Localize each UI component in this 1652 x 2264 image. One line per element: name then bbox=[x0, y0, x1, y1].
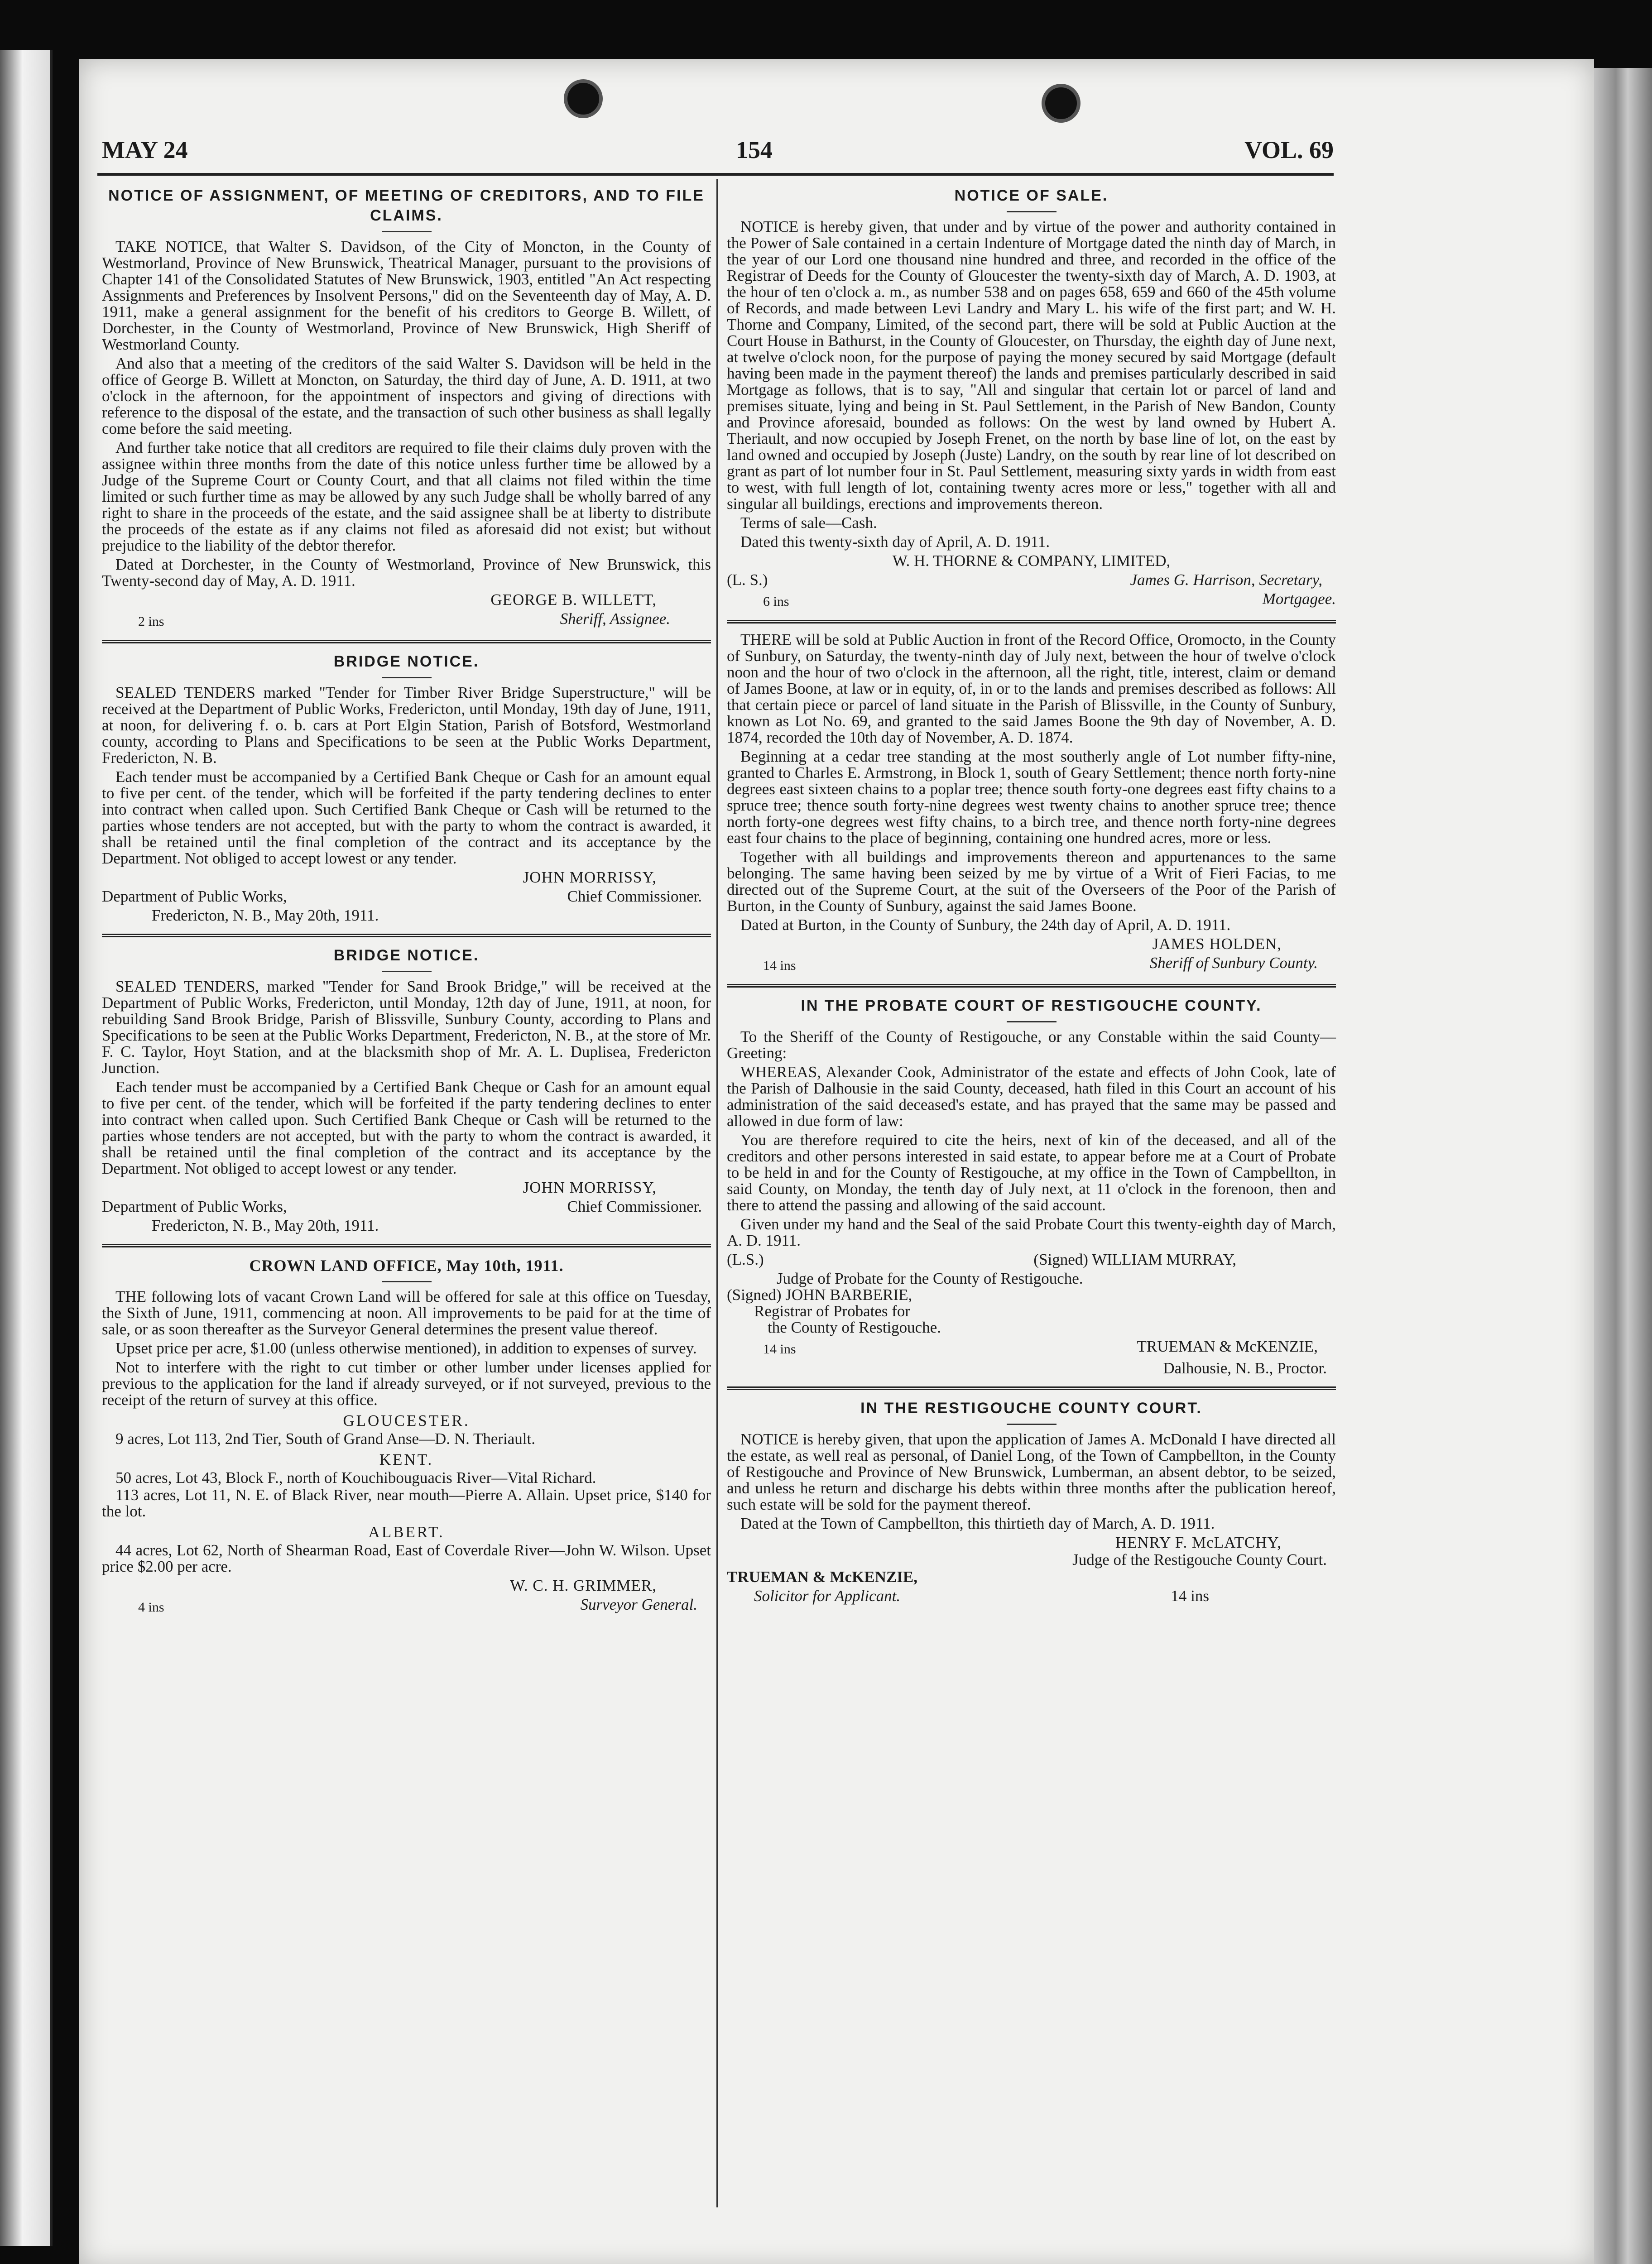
page-stack-edge bbox=[1592, 68, 1652, 2264]
signer-row bbox=[102, 888, 711, 905]
notice-paragraph: THE following lots of vacant Crown Land will be offered for sale at this office on Tuesday, the Sixth of June, 1911, commencing at noon. All improvements to be paid for at the time of sale, or as soon thereafter as the Surveyor General determines the present value thereof. bbox=[102, 1288, 711, 1338]
divider bbox=[382, 1281, 432, 1282]
header-rule bbox=[97, 173, 1334, 176]
signer-name: HENRY F. McLATCHY, bbox=[1115, 1534, 1282, 1551]
notice-title: IN THE PROBATE COURT OF RESTIGOUCHE COUNTY. bbox=[801, 997, 1262, 1014]
registrar-county: the County of Restigouche. bbox=[768, 1319, 941, 1336]
lot-entry: 44 acres, Lot 62, North of Shearman Road, East of Coverdale River—John W. Wilson. Upset price $2.00 per acre. bbox=[102, 1541, 711, 1575]
notice-paragraph: And further take notice that all creditors are required to file their claims duly proven with the assignee within three months from the date of this notice unless further time be allowed by a Judge of the Supreme Court or County Court, and that all claims not filed within the time limited or such further time as may be allowed by any such Judge shall be wholly barred of any right to share in the proceeds of the estate, and the said assignee shall be at liberty to distribute the proceeds of the estate as if any claims not filed as aforesaid did not exist; but without prejudice to the liability of the debtor therefor. bbox=[102, 439, 711, 554]
notice-paragraph: Not to interfere with the right to cut timber or other lumber under licenses applied for previous to the application for the land if already surveyed, or if not surveyed, previous to the receipt of the return of survey at this office. bbox=[102, 1358, 711, 1409]
divider bbox=[1007, 211, 1057, 212]
insertion-count: 6 ins bbox=[763, 594, 789, 609]
insertion-count: 2 ins bbox=[138, 614, 164, 629]
solicitor-title: Solicitor for Applicant. bbox=[754, 1587, 901, 1605]
company-name: W. H. THORNE & COMPANY, LIMITED, bbox=[892, 552, 1171, 570]
crown-land-notice bbox=[102, 1256, 711, 1616]
solicitor-firm: TRUEMAN & McKENZIE, bbox=[727, 1568, 917, 1586]
divider bbox=[382, 971, 432, 972]
insertion-count: 14 ins bbox=[763, 1342, 796, 1357]
signer-row bbox=[102, 611, 711, 630]
place-date: Fredericton, N. B., May 20th, 1911. bbox=[152, 907, 379, 924]
judge-title: Judge of the Restigouche County Court. bbox=[1072, 1551, 1327, 1568]
insertion-count: 4 ins bbox=[138, 1600, 164, 1615]
left-column bbox=[102, 181, 711, 1620]
signer-row bbox=[727, 572, 1336, 588]
notice-paragraph: Together with all buildings and improvements thereon and appurtenances to the same belonging. The same having been seized by me by virtue of a Writ of Fieri Facias, to me directed out of the Supreme Court, at the suit of the Overseers of the Poor of the Parish of Burton, in the County of Sunbury, against the said James Boone. bbox=[727, 848, 1336, 915]
seal-mark: (L.S.) bbox=[727, 1251, 764, 1268]
signer-name: JOHN MORRISSY, bbox=[523, 1179, 657, 1196]
running-head bbox=[102, 136, 1334, 168]
signer-title: Sheriff, Assignee. bbox=[560, 610, 670, 628]
lot-entry: 113 acres, Lot 11, N. E. of Black River, near mouth—Pierre A. Allain. Upset price, $140 for the lot. bbox=[102, 1486, 711, 1520]
signer-row bbox=[727, 591, 1336, 610]
notice-paragraph: TAKE NOTICE, that Walter S. Davidson, of the City of Moncton, in the County of Westmorland, Province of New Brunswick, Theatrical Manager, pursuant to the provisions of Chapter 141 of the Consolidated Statutes of New Brunswick, 1903, entitled "An Act respecting Assignments and Preferences by Insolvent Persons," did on the Seventeenth day of May, A. D. 1911, make a general assignment for the benefit of his creditors to George B. Willett, of Dorchester, in the County of Westmorland, Province of New Brunswick, High Sheriff of Westmorland County. bbox=[102, 238, 711, 353]
binding-hole bbox=[564, 79, 603, 118]
section-rule bbox=[102, 934, 711, 937]
section-rule bbox=[727, 620, 1336, 624]
proctor-firm: TRUEMAN & McKENZIE, bbox=[1137, 1338, 1318, 1355]
signer-row bbox=[727, 1338, 1336, 1357]
volume-number: VOL. 69 bbox=[1244, 136, 1334, 163]
notice-title: CROWN LAND OFFICE, May 10th, 1911. bbox=[249, 1257, 564, 1275]
place-date: Fredericton, N. B., May 20th, 1911. bbox=[152, 1217, 379, 1234]
lot-entry: 9 acres, Lot 113, 2nd Tier, South of Grand Anse—D. N. Theriault. bbox=[115, 1430, 535, 1448]
divider bbox=[1007, 1021, 1057, 1022]
signer-row bbox=[727, 1588, 1336, 1604]
bridge-notice-timber-river bbox=[102, 652, 711, 924]
secretary-name: James G. Harrison, Secretary, bbox=[1130, 571, 1322, 589]
notice-of-sale bbox=[727, 186, 1336, 610]
sheriff-auction-notice bbox=[727, 632, 1336, 974]
signer-name: JOHN MORRISSY, bbox=[523, 868, 657, 886]
notice-paragraph: THERE will be sold at Public Auction in front of the Record Office, Oromocto, in the County of Sunbury, on Saturday, the twenty-ninth day of July next, between the hour of twelve o'clock noon and the hour of two o'clock in the afternoon, all the right, title, interest, claim or demand of James Boone, at law or in equity, of, in or to the lands and premises described as follows: All that certain piece or parcel of land situate in the Parish of Blissville, in the County of Sunbury, known as Lot No. 69, and granted to the said James Boone the 9th day of November, A. D. 1874, recorded the 10th day of November, A. D. 1874. bbox=[727, 631, 1336, 746]
county-heading: KENT. bbox=[379, 1451, 434, 1468]
page-number: 154 bbox=[736, 136, 773, 163]
divider bbox=[382, 677, 432, 678]
notice-dated: Dated at Dorchester, in the County of Westmorland, Province of New Brunswick, this Twenty-second day of May, A. D. 1911. bbox=[102, 556, 711, 590]
issue-date: MAY 24 bbox=[102, 136, 188, 163]
judge-title: Judge of Probate for the County of Restigouche. bbox=[777, 1270, 1083, 1287]
notice-dated: Dated this twenty-sixth day of April, A. D. 1911. bbox=[740, 533, 1050, 551]
department-name: Department of Public Works, bbox=[102, 1198, 287, 1215]
column-divider bbox=[716, 179, 718, 2207]
seal-mark: (L. S.) bbox=[727, 571, 768, 589]
notice-paragraph: SEALED TENDERS marked "Tender for Timber River Bridge Superstructure," will be received at the Department of Public Works, Fredericton, until Monday, 19th day of June, 1911, at noon, for delivering f. o. b. cars at Port Elgin Station, Parish of Botsford, Westmorland county, according to Plans and Specifications to be seen at the Public Works Department, Fredericton, N. B. bbox=[102, 684, 711, 767]
signer-name: W. C. H. GRIMMER, bbox=[510, 1577, 657, 1594]
department-name: Department of Public Works, bbox=[102, 887, 287, 905]
section-rule bbox=[102, 1244, 711, 1247]
notice-paragraph: Each tender must be accompanied by a Certified Bank Cheque or Cash for an amount equal to five per cent. of the tender, which will be forfeited if the party tendering declines to enter into contract when called upon. Such Certified Bank Cheque or Cash will be returned to the parties whose tenders are not accepted, but with the party to whom the contract is awarded, it shall be retained until the final completion of the contract and its acceptance by the Department. Not obliged to accept lowest or any tender. bbox=[102, 768, 711, 867]
insertion-count: 14 ins bbox=[1171, 1587, 1209, 1605]
adjacent-page-edge bbox=[0, 50, 53, 2246]
notice-paragraph: You are therefore required to cite the heirs, next of kin of the deceased, and all of the creditors and other persons interested in said estate, to appear before me at a Court of Probate to be held in and for the County of Restigouche, at my office in the Town of Campbellton, in said County, on Monday, the tenth day of July next, at 11 o'clock in the forenoon, then and there to attend the passing and allowing of the said account. bbox=[727, 1131, 1336, 1214]
section-rule bbox=[727, 984, 1336, 988]
bridge-notice-sand-brook bbox=[102, 945, 711, 1234]
lot-entry: 50 acres, Lot 43, Block F., north of Kouchibouguacis River—Vital Richard. bbox=[115, 1469, 596, 1487]
probate-court-notice bbox=[727, 996, 1336, 1377]
signer-name: (Signed) WILLIAM MURRAY, bbox=[1033, 1251, 1236, 1268]
signer-title: Chief Commissioner. bbox=[567, 887, 702, 905]
divider bbox=[1007, 1424, 1057, 1425]
section-rule bbox=[102, 640, 711, 643]
notice-paragraph: Each tender must be accompanied by a Certified Bank Cheque or Cash for an amount equal to five per cent. of the tender, which will be forfeited if the party tendering declines to enter into contract when called upon. Such Certified Bank Cheque or Cash will be returned to the parties whose tenders are not accepted, but with the party to whom the contract is awarded, it shall be retained until the final completion of the contract and its acceptance by the Department. Not obliged to accept lowest or any tender. bbox=[102, 1078, 711, 1177]
signer-name: GEORGE B. WILLETT, bbox=[490, 591, 657, 609]
county-heading: ALBERT. bbox=[368, 1523, 445, 1541]
signer-title: Surveyor General. bbox=[580, 1596, 697, 1613]
notice-paragraph: SEALED TENDERS, marked "Tender for Sand Brook Bridge," will be received at the Department of Public Works, Fredericton, until Monday, 12th day of June, 1911, at noon, for rebuilding Sand Brook Bridge, Parish of Blissville, Sunbury County, according to Plans and Specifications to be seen at the Public Works Department, Fredericton, N. B., at the store of Mr. F. C. Taylor, Hoyt Station, and at the blacksmith shop of Mr. A. L. Duplisea, Fredericton Junction. bbox=[102, 978, 711, 1077]
notice-paragraph: Upset price per acre, $1.00 (unless otherwise mentioned), in addition to expenses of survey. bbox=[115, 1339, 697, 1357]
notice-dated: Dated at Burton, in the County of Sunbury, the 24th day of April, A. D. 1911. bbox=[740, 916, 1231, 934]
salutation: To the Sheriff of the County of Restigouche, or any Constable within the said County—Greeting: bbox=[727, 1028, 1336, 1062]
notice-title: NOTICE OF ASSIGNMENT, OF MEETING OF CREDITORS, AND TO FILE CLAIMS. bbox=[108, 187, 705, 224]
assignment-notice bbox=[102, 186, 711, 630]
notice-paragraph: Given under my hand and the Seal of the said Probate Court this twenty-eighth day of March, A. D. 1911. bbox=[727, 1215, 1336, 1249]
notice-title: BRIDGE NOTICE. bbox=[333, 653, 480, 670]
mortgagee-label: Mortgagee. bbox=[1262, 590, 1336, 608]
divider bbox=[382, 231, 432, 232]
notice-paragraph: NOTICE is hereby given, that under and by virtue of the power and authority contained in the Power of Sale contained in a certain Indenture of Mortgage dated the ninth day of March, in the year of our Lord one thousand nine hundred and three, and recorded in the office of the Registrar of Deeds for the County of Gloucester the twenty-sixth day of March, A. D. 1903, at the hour of ten o'clock a. m., as number 538 and on pages 658, 659 and 660 of the 45th volume of Records, and made between Levi Landry and Mary L. his wife of the first part; and W. H. Thorne and Company, Limited, of the second part, there will be sold at Public Auction at the Court House in Bathurst, in the County of Gloucester, on Thursday, the eighth day of June next, at twelve o'clock noon, for the purpose of paying the money secured by said Mortgage (default having been made in the payment thereof) the lands and premises particularly described in said Mortgage as follows, that is to say, "All and singular that certain lot or parcel of land and premises situate, lying and being in St. Paul Settlement, in the Parish of New Bandon, County and Province aforesaid, bounded as follows: On the west by land owned by Hubert A. Theriault, and now occupied by Joseph Frenet, on the north by base line of lot, on the east by land owned and occupied by Joseph (Juste) Landry, on the south by rear line of lot described on grant as part of lot number four in St. Paul Settlement, measuring sixty yards in width from east to west, with full length of lot, containing twenty acres more or less," together with all and singular all buildings, erections and improvements thereon. bbox=[727, 218, 1336, 513]
registrar-name: (Signed) JOHN BARBERIE, bbox=[727, 1286, 912, 1304]
notice-title: BRIDGE NOTICE. bbox=[333, 947, 480, 964]
county-heading: GLOUCESTER. bbox=[343, 1412, 470, 1429]
sale-terms: Terms of sale—Cash. bbox=[740, 514, 877, 532]
registrar-title: Registrar of Probates for bbox=[754, 1302, 911, 1320]
notice-title: NOTICE OF SALE. bbox=[954, 187, 1109, 204]
notice-paragraph: WHEREAS, Alexander Cook, Administrator of the estate and effects of John Cook, late of the Parish of Dalhousie in the said County, deceased, hath filed in this Court an account of his administration of the said deceased's estate, and has prayed that the same may be passed and allowed in due form of law: bbox=[727, 1063, 1336, 1130]
binding-hole bbox=[1042, 84, 1081, 123]
signer-title: Chief Commissioner. bbox=[567, 1198, 702, 1215]
notice-dated: Dated at the Town of Campbellton, this thirtieth day of March, A. D. 1911. bbox=[740, 1515, 1215, 1532]
signer-row bbox=[102, 1199, 711, 1215]
signer-row bbox=[102, 1597, 711, 1616]
signer-title: Sheriff of Sunbury County. bbox=[1149, 954, 1318, 972]
signer-row bbox=[727, 1252, 1336, 1268]
signer-name: JAMES HOLDEN, bbox=[1152, 935, 1282, 953]
proctor-title: Dalhousie, N. B., Proctor. bbox=[1163, 1359, 1327, 1377]
notice-paragraph: And also that a meeting of the creditors of the said Walter S. Davidson will be held in the office of George B. Willett at Moncton, on Saturday, the third day of June, A. D. 1911, at two o'clock in the afternoon, for the appointment of inspectors and giving of directions with reference to the disposal of the estate, and the transaction of such other business as shall legally come before the said meeting. bbox=[102, 355, 711, 437]
section-rule bbox=[727, 1386, 1336, 1390]
notice-paragraph: NOTICE is hereby given, that upon the application of James A. McDonald I have directed all the estate, as well real as personal, of Daniel Long, of the Town of Campbellton, in the County of Restigouche and Province of New Brunswick, Lumberman, an absent debtor, to be seized, and unless he return and discharge his debts within three months after the publication hereof, such estate will be sold for the payment thereof. bbox=[727, 1430, 1336, 1513]
signer-row bbox=[727, 955, 1336, 974]
notice-paragraph: Beginning at a cedar tree standing at the most southerly angle of Lot number fifty-nine, granted to Charles E. Armstrong, in Block 1, south of Geary Settlement; thence north forty-nine degrees east sixteen chains to a poplar tree; thence south forty-one degrees east fifty chains to a spruce tree; thence south forty-nine degrees west twenty chains to another spruce tree; thence north forty-one degrees west fifty chains, to a birch tree, and thence north forty-nine degrees east four chains to the place of beginning, containing one hundred acres, more or less. bbox=[727, 748, 1336, 847]
right-column bbox=[727, 181, 1336, 1609]
insertion-count: 14 ins bbox=[763, 958, 796, 973]
county-court-notice bbox=[727, 1398, 1336, 1604]
notice-title: IN THE RESTIGOUCHE COUNTY COURT. bbox=[860, 1400, 1202, 1417]
